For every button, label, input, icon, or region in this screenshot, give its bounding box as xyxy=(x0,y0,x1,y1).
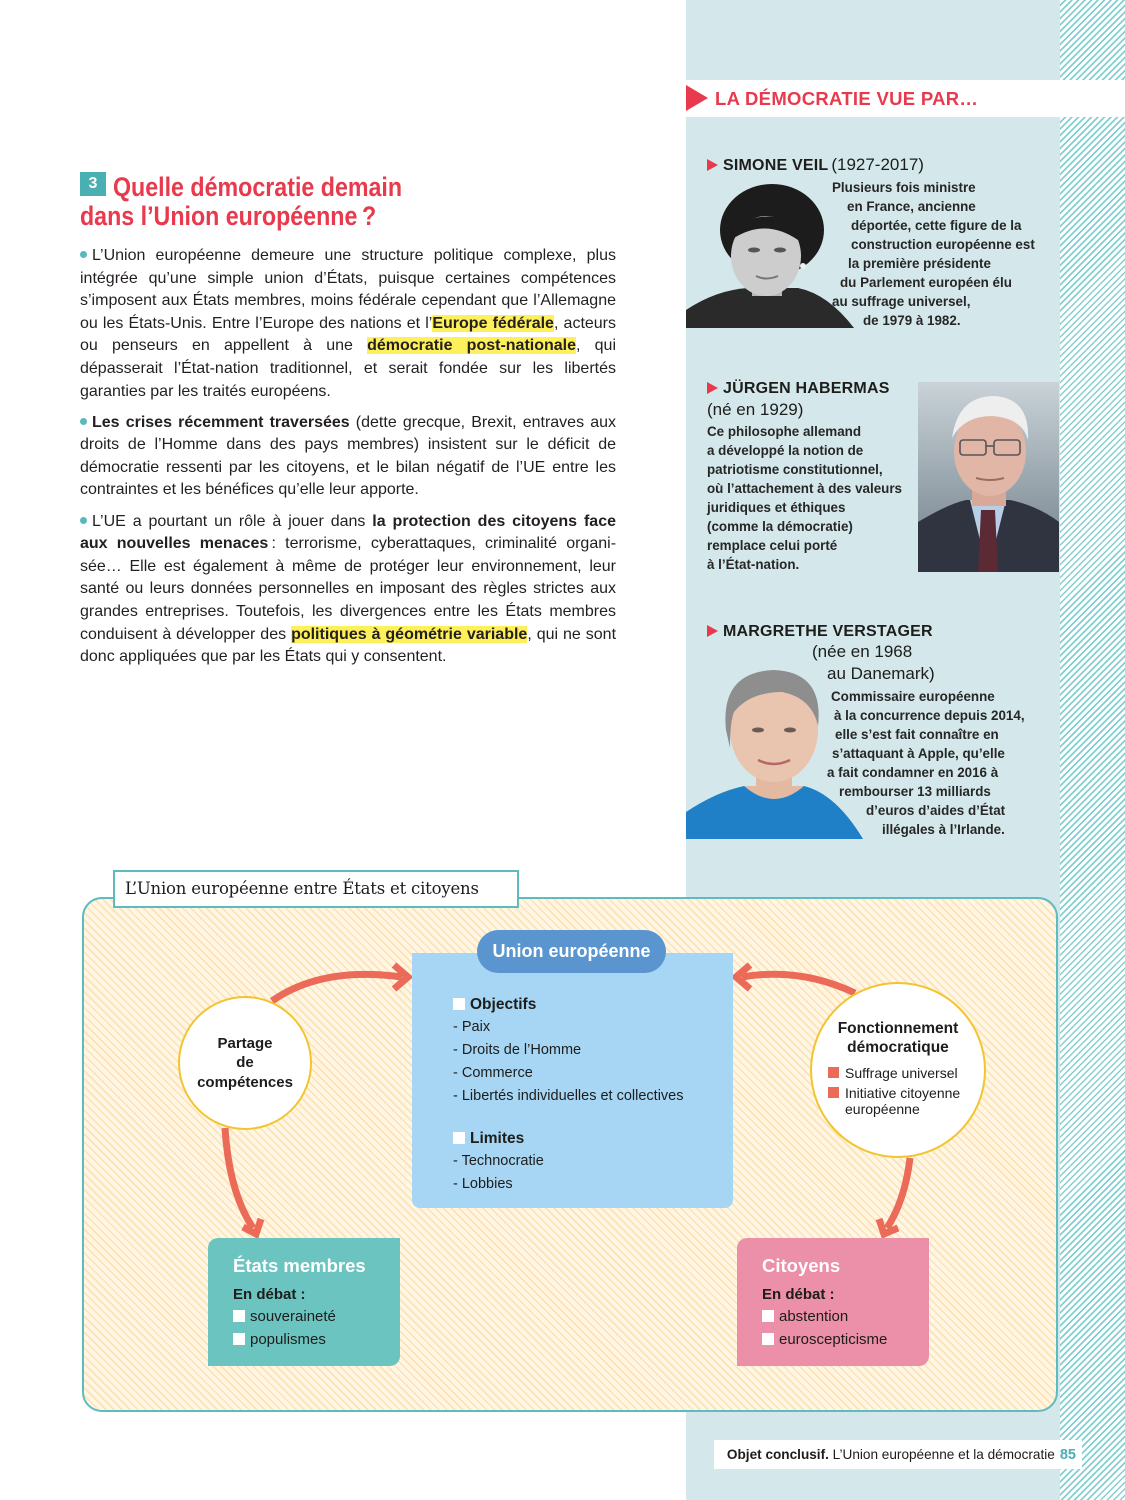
highlighted-term: démocratie post-nationale xyxy=(367,337,577,355)
circle-text-line: compétences xyxy=(197,1073,293,1091)
profile-text-line: a développé la notion de xyxy=(707,443,864,458)
box-title: Citoyens xyxy=(762,1255,841,1276)
eu-section-heading-label: Limites xyxy=(470,1130,525,1147)
eu-section-item: - Droits de l’Homme xyxy=(453,1042,582,1058)
diagram-title: L’Union européenne entre États et citoyens xyxy=(113,870,519,908)
box-label: En débat : xyxy=(762,1286,835,1303)
section-title-line-1: Quelle démocratie demain xyxy=(113,172,403,202)
bullet-dot-icon xyxy=(80,418,87,425)
text-segment: L’Union européenne demeure une structure politique complexe, plus intégrée qu’une simple union d’États, puisque certaines compétences s’imposent aux États membres, moins fédérale cependant que l’Allemagne ou les États-Unis. Entre l’Europe des nations et l’ xyxy=(80,247,616,332)
square-bullet-icon xyxy=(828,1067,839,1078)
paragraph-protection xyxy=(80,511,616,669)
box-item xyxy=(762,1305,929,1328)
footer-title: L’Union européenne et la démocratie xyxy=(828,1447,1055,1462)
profile-text-line: Ce philosophe allemand xyxy=(707,424,862,439)
paragraph-eu-structure xyxy=(80,245,616,403)
eu-section-item: - Commerce xyxy=(453,1065,533,1081)
square-bullet-icon xyxy=(828,1087,839,1098)
circle-text-line: Partage xyxy=(217,1034,273,1052)
page-number: 85 xyxy=(1059,1447,1076,1463)
section-number-badge: 3 xyxy=(80,172,106,196)
box-item-label: souveraineté xyxy=(250,1308,336,1325)
page-footer xyxy=(714,1440,1082,1469)
eu-section-item: - Paix xyxy=(453,1019,491,1035)
profile-text-line: remplace celui porté xyxy=(707,538,838,553)
square-bullet-icon xyxy=(762,1333,774,1345)
circle-item-label: Initiative citoyenne européenne xyxy=(845,1085,961,1117)
box-item-label: populismes xyxy=(250,1331,326,1348)
triangle-marker-icon xyxy=(686,85,708,111)
circle-text-line: de xyxy=(236,1054,254,1072)
square-bullet-icon xyxy=(233,1310,245,1322)
profile-dates: (né en 1929) xyxy=(707,400,804,419)
circle-democratic-functioning xyxy=(810,982,986,1158)
square-bullet-icon xyxy=(233,1333,245,1345)
eu-label-pill: Union européenne xyxy=(477,930,666,973)
circle-title-line: Fonctionnement xyxy=(837,1020,959,1037)
photo-simone-veil xyxy=(686,178,854,328)
citizens-box xyxy=(737,1238,929,1366)
profile-text-line: elle s’est fait connaître en xyxy=(835,727,999,742)
profile-text-line: Plusieurs fois ministre xyxy=(832,180,976,195)
text-segment: L’UE a pourtant un rôle à jouer dans xyxy=(92,512,373,530)
profile-text-line: (comme la démocratie) xyxy=(707,519,853,534)
square-bullet-icon xyxy=(453,1132,465,1144)
bullet-dot-icon xyxy=(80,517,87,524)
eu-section-heading-label: Objectifs xyxy=(470,996,537,1013)
profile-name: JÜRGEN HABERMAS xyxy=(723,380,890,397)
sidebar-header-title: LA DÉMOCRATIE VUE PAR… xyxy=(715,88,979,109)
profile-text-line: Commissaire européenne xyxy=(831,689,995,704)
profile-name: MARGRETHE VERSTAGER xyxy=(723,623,933,640)
profile-text-line: à la concurrence depuis 2014, xyxy=(834,708,1025,723)
box-item-label: euroscepticisme xyxy=(779,1331,888,1348)
bullet-dot-icon xyxy=(80,251,87,258)
profile-dates-line: au Danemark) xyxy=(827,664,935,683)
profile-heading-margrethe-verstager xyxy=(707,622,933,642)
circle-item xyxy=(828,1065,968,1081)
text-segment: , acteurs ou penseurs en appellent à une xyxy=(80,314,617,355)
circle-item xyxy=(828,1085,968,1117)
text-segment: , qui ne sont donc appliquées que par les États qui y consentent. xyxy=(80,625,617,666)
highlighted-term: politiques à géométrie variable xyxy=(291,625,528,643)
profile-heading-simone-veil xyxy=(707,155,924,175)
eu-section-item: - Libertés individuelles et collectives xyxy=(453,1088,684,1104)
profile-text-line: en France, ancienne xyxy=(847,199,976,214)
decorative-stripe-margin xyxy=(1060,0,1125,1500)
profile-text-line: construction européenne est xyxy=(851,237,1035,252)
profile-text-line: la première présidente xyxy=(848,256,991,271)
section-title-line-2: dans l’Union européenne ? xyxy=(80,201,377,231)
triangle-marker-icon xyxy=(707,159,718,171)
profile-heading-jurgen-habermas xyxy=(707,379,890,399)
eu-section-item: - Technocratie xyxy=(453,1153,544,1169)
sidebar-header xyxy=(686,80,1125,117)
eu-section-item: - Lobbies xyxy=(453,1176,513,1192)
box-item-label: abstention xyxy=(779,1308,849,1325)
profile-text-line: où l’attachement à des valeurs xyxy=(707,481,902,496)
profile-text-line: du Parlement européen élu xyxy=(840,275,1012,290)
eu-section-heading xyxy=(453,1127,733,1150)
eu-box xyxy=(412,953,733,1208)
box-item xyxy=(233,1328,400,1351)
triangle-marker-icon xyxy=(707,382,718,394)
profile-dates: (1927-2017) xyxy=(831,155,924,174)
box-label: En débat : xyxy=(233,1286,306,1303)
profile-text-line: de 1979 à 1982. xyxy=(863,313,961,328)
box-item xyxy=(233,1305,400,1328)
bold-term: Les crises récemment traversées xyxy=(92,413,350,431)
profile-text-line: au suffrage universel, xyxy=(832,294,971,309)
text-segment: (dette grecque, Brexit, entraves aux droits de l’Homme dans des pays membres) insistent sur le déficit de démocratie ressenti par les citoyens, et le bilan négatif de l’UE entre les contraintes et les bénéfices qu’elle leur apporte. xyxy=(80,413,616,499)
photo-jurgen-habermas xyxy=(918,382,1059,572)
member-states-box xyxy=(208,1238,400,1366)
profile-text-line: juridiques et éthiques xyxy=(707,500,846,515)
box-item xyxy=(762,1328,929,1351)
circle-shared-competences xyxy=(178,996,312,1130)
box-title: États membres xyxy=(233,1255,366,1276)
circle-title-line: démocratique xyxy=(847,1039,949,1056)
profile-text-line: à l’État-nation. xyxy=(707,557,800,572)
eu-section-heading xyxy=(453,993,733,1016)
circle-item-label: Suffrage universel xyxy=(845,1065,958,1081)
circle-title xyxy=(838,1019,959,1057)
profile-text-line: illégales à l’Irlande. xyxy=(882,822,1005,837)
text-segment: : terrorisme, cyberattaques, criminalité organisée… Elle est également à même de protéger leur environnement, leur santé ou leurs données personnelles en imposant des règles strictes aux grandes entreprises. Toutefois, les divergences entre les États membres conduisent à développer des xyxy=(80,535,617,643)
profile-text-line: s’attaquant à Apple, qu’elle xyxy=(832,746,1005,761)
text-segment: , qui dépasserait l’État-nation traditionnel, et serait fondée sur les libertés garanties par les traités européens. xyxy=(80,337,617,400)
profile-text-line: a fait condamner en 2016 à xyxy=(827,765,999,780)
profile-dates-line: (née en 1968 xyxy=(812,642,913,661)
profile-text-line: rembourser 13 milliards xyxy=(839,784,991,799)
profile-text-line: déportée, cette figure de la xyxy=(851,218,1022,233)
profile-name: SIMONE VEIL xyxy=(723,157,829,174)
footer-section-label: Objet conclusif. xyxy=(726,1447,829,1462)
body-text xyxy=(80,245,616,677)
square-bullet-icon xyxy=(453,998,465,1010)
bold-term: la protection des citoyens face aux nouvelles menaces xyxy=(80,512,616,553)
triangle-marker-icon xyxy=(707,625,718,637)
square-bullet-icon xyxy=(762,1310,774,1322)
highlighted-term: Europe fédérale xyxy=(432,314,554,332)
profile-text-line: d’euros d’aides d’État xyxy=(866,803,1006,818)
profile-text-line: patriotisme constitutionnel, xyxy=(707,462,883,477)
paragraph-crises xyxy=(80,412,616,502)
